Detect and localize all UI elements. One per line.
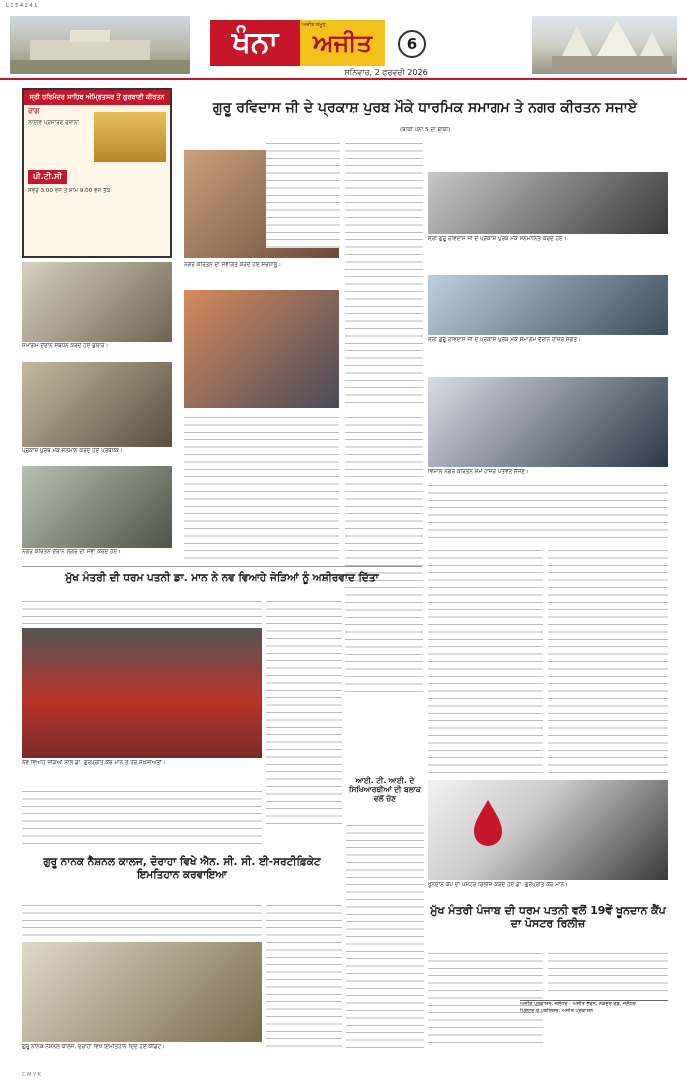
left-caption-2: ਪ੍ਰਕਾਸ਼ ਪੁਰਬ ਮੌਕੇ ਸਨਮਾਨ ਕਰਦੇ ਹੋਏ ਪ੍ਰਬੰਧਕ। <box>22 448 123 454</box>
college-headline: ਗੁਰੂ ਨਾਨਕ ਨੈਸ਼ਨਲ ਕਾਲਜ, ਦੋਰਾਹਾ ਵਿਖੇ ਐਨ. ਸੀ. ਸੀ. ਈ-ਸਰਟੀਫ਼ਿਕੇਟ ਇਮਤਿਹਾਨ ਕਰਵਾਇਆ <box>43 856 321 881</box>
blood-drop-icon <box>428 780 668 880</box>
wedding-text-2 <box>266 596 342 826</box>
main-photo-2 <box>184 290 339 408</box>
ad-box <box>22 88 172 258</box>
masthead-photo-left <box>10 16 190 74</box>
college-text-1 <box>22 900 262 940</box>
print-strip: L.1 5 4 2 4 1 <box>6 3 38 9</box>
college-text-2 <box>266 900 342 1050</box>
left-photo-2 <box>22 362 172 447</box>
logo <box>210 20 385 66</box>
page-number: 6 <box>398 30 426 58</box>
main-caption-2: ਸ੍ਰੀ ਗੁਰੂ ਰਵਿਦਾਸ ਜੀ ਦੇ ਪ੍ਰਕਾਸ਼ ਪੁਰਬ ਮੌਕੇ ਸਨਮਾਨਿਤ ਕਰਦੇ ਹੋਏ। <box>428 236 567 242</box>
main-headline: ਗੁਰੂ ਰਵਿਦਾਸ ਜੀ ਦੇ ਪ੍ਰਕਾਸ਼ ਪੁਰਬ ਮੌਕੇ ਧਾਰਮਿਕ ਸਮਾਗਮ ਤੇ ਨਗਰ ਕੀਰਤਨ ਸਜਾਏ <box>212 100 638 116</box>
building-illustration-left <box>10 16 190 74</box>
ad-title: ਸ੍ਰੀ ਹਰਿਮੰਦਰ ਸਾਹਿਬ ਅੰਮ੍ਰਿਤਸਰ ਤੋਂ ਗੁਰਬਾਣੀ ਕੀਰਤਨ <box>24 90 170 105</box>
imprint-box <box>520 1000 668 1050</box>
text-block-2 <box>345 138 423 408</box>
left-caption-3: ਨਗਰ ਕੀਰਤਨ ਦੌਰਾਨ ਲੰਗਰ ਦੀ ਸੇਵਾ ਕਰਦੇ ਹੋਏ। <box>22 549 121 555</box>
main-caption-3: ਸ੍ਰੀ ਗੁਰੂ ਰਵਿਦਾਸ ਜੀ ਦੇ ਪ੍ਰਕਾਸ਼ ਪੁਰਬ ਮੌਕੇ ਸਮਾਗਮ ਦੌਰਾਨ ਹਾਜ਼ਰ ਸੰਗਤ। <box>428 337 581 343</box>
main-photo-4 <box>428 275 668 335</box>
text-block-6 <box>428 545 543 775</box>
wedding-photo <box>22 628 262 758</box>
golden-temple-image <box>94 112 166 162</box>
imprint-text: ਅਜੀਤ ਪ੍ਰਕਾਸ਼ਨ, ਜਲੰਧਰ - ਅਜੀਤ ਭਵਨ, ਨਕੋਦਰ ਰੋਡ, ਜਲੰਧਰ <box>520 1001 636 1007</box>
text-block-4 <box>345 412 423 692</box>
main-photo-3 <box>428 172 668 234</box>
divider-1 <box>22 566 422 567</box>
wedding-caption: ਨਵ ਵਿਆਹੇ ਜੋੜਿਆਂ ਨਾਲ ਡਾ. ਗੁਰਪ੍ਰੀਤ ਕੌਰ ਮਾਨ ਤੇ ਹੋਰ ਸ਼ਖ਼ਸੀਅਤਾਂ। <box>22 760 166 766</box>
iti-headline: ਆਈ. ਟੀ. ਆਈ. ਦੇ ਸਿਖਿਆਰਥੀਆਂ ਦੀ ਬਲਾਕ ਵਲੋਂ ਚੋਣ <box>348 776 422 803</box>
print-marks: C M Y K <box>22 1072 41 1078</box>
ad-subtitle: ਰਾਗ <box>28 107 40 115</box>
ad-text-1: ਲਾਈਵ ਪ੍ਰਸਾਰਣ ਰੋਜ਼ਾਨਾ <box>28 120 79 126</box>
poster-headline: ਮੁੱਖ ਮੰਤਰੀ ਪੰਜਾਬ ਦੀ ਧਰਮ ਪਤਨੀ ਵਲੋਂ 19ਵੇਂ ਖੂਨਦਾਨ ਕੈਂਪ ਦਾ ਪੋਸਟਰ ਰਿਲੀਜ਼ <box>430 904 666 931</box>
continuation-note: (ਬਾਕੀ ਪੰਨਾ 5 ਦਾ ਬਾਕੀ) <box>400 127 451 133</box>
text-block-5 <box>428 480 668 540</box>
logo-city-name: ਖੰਨਾ <box>210 20 300 66</box>
masthead-photo-right <box>532 16 677 74</box>
college-caption: ਗੁਰੂ ਨਾਨਕ ਨੈਸ਼ਨਲ ਕਾਲਜ, ਦੋਰਾਹਾ ਵਿਖੇ ਇਮਤਿਹਾਨ ਦਿੰਦੇ ਹੋਏ ਕੈਡਿਟ। <box>22 1044 165 1050</box>
poster-photo <box>428 780 668 880</box>
left-photo-3 <box>22 466 172 548</box>
text-block-3 <box>184 412 339 562</box>
poster-caption: ਖੂਨਦਾਨ ਕੈਂਪ ਦਾ ਪੋਸਟਰ ਰਿਲੀਜ਼ ਕਰਦੇ ਹੋਏ ਡਾ. ਗੁਰਪ੍ਰੀਤ ਕੌਰ ਮਾਨ। <box>428 882 568 888</box>
logo-paper-name: ਅਜੀਤ <box>300 20 385 66</box>
main-caption-4: ਵਿਸ਼ਾਲ ਨਗਰ ਕੀਰਤਨ ਸਮੇਂ ਹਾਜ਼ਰ ਪਤਵੰਤੇ ਸੱਜਣ। <box>428 469 529 475</box>
main-caption-1: ਨਗਰ ਕੀਰਤਨ ਦਾ ਸਵਾਗਤ ਕਰਦੇ ਹੋਏ ਸ਼ਰਧਾਲੂ। <box>184 262 282 268</box>
wedding-text-1 <box>22 596 262 626</box>
text-block-7 <box>548 545 668 775</box>
wedding-headline: ਮੁੱਖ ਮੰਤਰੀ ਦੀ ਧਰਮ ਪਤਨੀ ਡਾ. ਮਾਨ ਨੇ ਨਵ ਵਿਆਹੇ ਜੋੜਿਆਂ ਨੂੰ ਅਸ਼ੀਰਵਾਦ ਦਿੱਤਾ <box>65 572 379 584</box>
left-photo-1 <box>22 262 172 342</box>
college-photo <box>22 942 262 1042</box>
ad-badge: ਪੀ.ਟੀ.ਸੀ <box>28 170 67 184</box>
logo-tag: ਅਜੀਤ ਸਮੂਹ <box>302 22 326 28</box>
text-block-1 <box>266 138 340 248</box>
ad-text-2: ਸਵੇਰੇ 3.00 ਵਜੇ ਤੋਂ ਸ਼ਾਮ 9.00 ਵਜੇ ਤੱਕ <box>28 188 111 194</box>
main-photo-5 <box>428 377 668 467</box>
temple-illustration-right <box>532 16 677 74</box>
date-line: ਸ਼ਨਿਵਾਰ, 2 ਫਰਵਰੀ 2026 <box>344 68 428 77</box>
left-caption-1: ਸਮਾਗਮ ਦੌਰਾਨ ਸੰਬੋਧਨ ਕਰਦੇ ਹੋਏ ਬੁਲਾਰੇ। <box>22 343 109 349</box>
iti-text <box>346 820 424 1050</box>
poster-text-2 <box>548 948 668 996</box>
wedding-text-3 <box>22 786 262 846</box>
printer-text: ਪ੍ਰਿੰਟਰ ਤੇ ਪਬਲਿਸ਼ਰ: ਅਜੀਤ ਪ੍ਰਕਾਸ਼ਨ <box>520 1007 594 1014</box>
